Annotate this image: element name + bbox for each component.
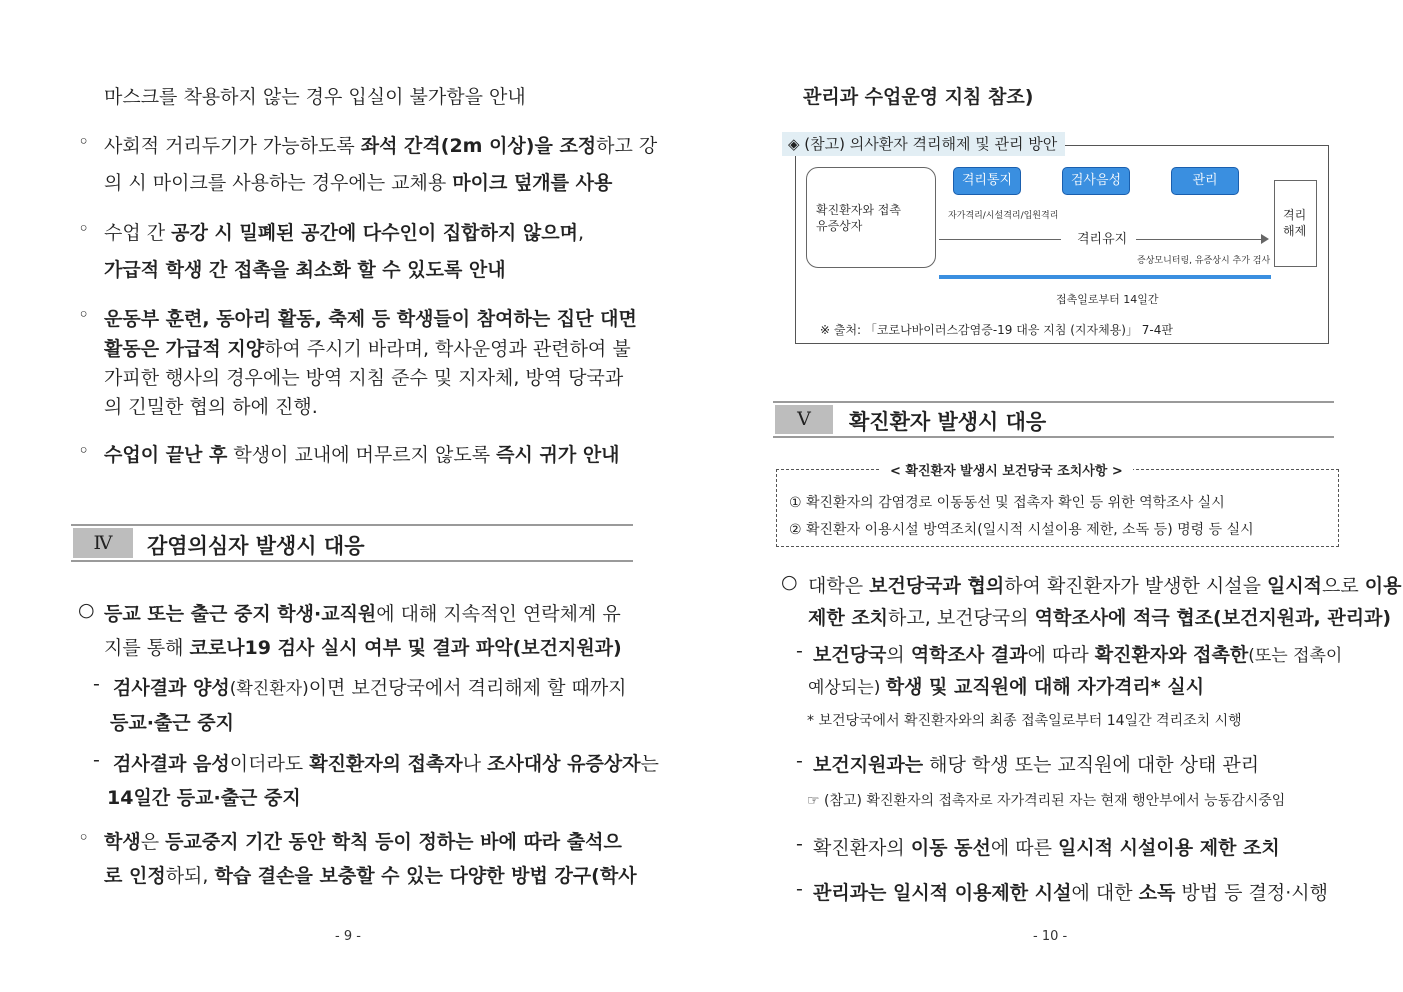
contact-box-label: 확진환자와 접촉 유증상자 (816, 203, 901, 233)
dash-marker: - (796, 833, 803, 855)
page-number: - 10 - (1033, 929, 1068, 944)
bullet-marker: ◦ (78, 131, 90, 153)
text-line: 의 긴밀한 협의 하에 진행. (104, 396, 318, 418)
test-negative-badge: 검사음성 (1062, 167, 1130, 195)
isolation-types-label: 자가격리/시설격리/입원격리 (948, 211, 1059, 221)
measures-title: < 확진환자 발생시 보건당국 조치사항 > (880, 460, 1133, 479)
text-line: 마스크를 착용하지 않는 경우 입실이 불가함을 안내 (104, 86, 526, 108)
arrow-line (939, 239, 1061, 240)
text-line: 검사결과 음성이더라도 확진환자의 접촉자나 조사대상 유증상자는 (113, 753, 659, 775)
bullet-marker: ◦ (78, 827, 90, 849)
monitoring-label: 증상모니터링, 유증상시 추가 검사 (1137, 256, 1271, 266)
bullet-marker: ○ (781, 571, 798, 593)
bullet-marker: ◦ (78, 304, 90, 326)
text-line: 수업 간 공강 시 밀폐된 공간에 다수인이 집합하지 않으며, (104, 222, 584, 244)
text-line: 가피한 행사의 경우에는 방역 지침 준수 및 지자체, 방역 당국과 (104, 367, 624, 389)
isolation-notice-badge: 격리통지 (953, 167, 1021, 195)
dash-marker: - (93, 749, 100, 771)
divider (773, 436, 1334, 438)
section-title: 감염의심자 발생시 대응 (147, 534, 365, 558)
dash-marker: - (93, 673, 100, 695)
text-line: 의 시 마이크를 사용하는 경우에는 교체용 마이크 덮개를 사용 (104, 172, 613, 194)
text-line: 등교 또는 출근 중지 학생·교직원에 대해 지속적인 연락체계 유 (104, 603, 621, 625)
dash-marker: - (796, 878, 803, 900)
text-line: 제한 조치하고, 보건당국의 역학조사에 적극 협조(보건지원과, 관리과) (808, 607, 1392, 629)
dash-marker: - (796, 750, 803, 772)
diagram-title: ◈ (참고) 의사환자 격리해제 및 관리 방안 (782, 132, 1065, 156)
measure-item: ② 확진환자 이용시설 방역조치(일시적 시설이용 제한, 소독 등) 명령 등 실시 (789, 522, 1254, 538)
text-line: 학생은 등교중지 기간 동안 학칙 등이 정하는 바에 따라 출석으 (104, 831, 622, 853)
text-line: 확진환자의 이동 동선에 따른 일시적 시설이용 제한 조치 (813, 837, 1280, 859)
measure-item: ① 확진환자의 감염경로 이동동선 및 접촉자 확인 등 위한 역학조사 실시 (789, 495, 1225, 511)
section-number: Ⅴ (775, 405, 833, 434)
text-line: 등교·출근 중지 (110, 712, 234, 734)
text-line: 활동은 가급적 지양하여 주시기 바라며, 학사운영과 관련하여 불 (104, 338, 631, 360)
text-line: 수업이 끝난 후 학생이 교내에 머무르지 않도록 즉시 귀가 안내 (104, 444, 620, 466)
bullet-marker: ○ (78, 599, 95, 621)
section-title: 확진환자 발생시 대응 (849, 410, 1047, 434)
text-line: 관리과 수업운영 지침 참조) (803, 86, 1034, 108)
timeline-label: 접촉일로부터 14일간 (1056, 293, 1159, 306)
text-line: 지를 통해 코로나19 검사 실시 여부 및 결과 파악(보건지원과) (104, 637, 622, 659)
release-box-label: 격리 해제 (1283, 208, 1307, 238)
text-line: 예상되는) 학생 및 교직원에 대해 자가격리* 실시 (808, 676, 1205, 698)
divider (71, 524, 633, 526)
timeline-bar (939, 275, 1271, 279)
text-line: 가급적 학생 간 접촉을 최소화 할 수 있도록 안내 (104, 259, 506, 281)
text-line: 보건당국의 역학조사 결과에 따라 확진환자와 접촉한(또는 접촉이 (813, 644, 1343, 666)
text-line: 로 인정하되, 학습 결손을 보충할 수 있는 다양한 방법 강구(학사 (104, 865, 637, 887)
text-line: 관리과는 일시적 이용제한 시설에 대한 소독 방법 등 결정·시행 (813, 882, 1328, 904)
dash-marker: - (796, 640, 803, 662)
text-line: 검사결과 양성(확진환자)이면 보건당국에서 격리해제 할 때까지 (113, 677, 627, 699)
footnote: * 보건당국에서 확진환자와의 최종 접촉일로부터 14일간 격리조치 시행 (807, 713, 1242, 729)
page-number: - 9 - (335, 929, 361, 944)
reference-note: ☞ (참고) 확진환자의 접촉자로 자가격리된 자는 현재 행안부에서 능동감시중임 (807, 793, 1286, 809)
arrow-head (1261, 234, 1269, 244)
text-line: 사회적 거리두기가 가능하도록 좌석 간격(2m 이상)을 조정하고 강 (104, 135, 658, 157)
divider (71, 560, 633, 562)
bullet-marker: ◦ (78, 440, 90, 462)
text-line: 운동부 훈련, 동아리 활동, 축제 등 학생들이 참여하는 집단 대면 (104, 308, 637, 330)
text-line: 보건지원과는 해당 학생 또는 교직원에 대한 상태 관리 (813, 754, 1260, 776)
section-number: Ⅳ (73, 528, 133, 558)
bullet-marker: ◦ (78, 218, 90, 240)
text-line: 14일간 등교·출근 중지 (107, 787, 301, 809)
management-badge: 관리 (1171, 167, 1239, 195)
divider (773, 401, 1334, 403)
isolation-keep-label: 격리유지 (1077, 232, 1128, 247)
text-line: 대학은 보건당국과 협의하여 확진환자가 발생한 시설을 일시적으로 이용 (808, 575, 1402, 597)
arrow-line (1136, 239, 1264, 240)
source-note: ※ 출처: 「코로나바이러스감염증-19 대응 지침 (지자체용)」 7-4판 (820, 323, 1173, 337)
